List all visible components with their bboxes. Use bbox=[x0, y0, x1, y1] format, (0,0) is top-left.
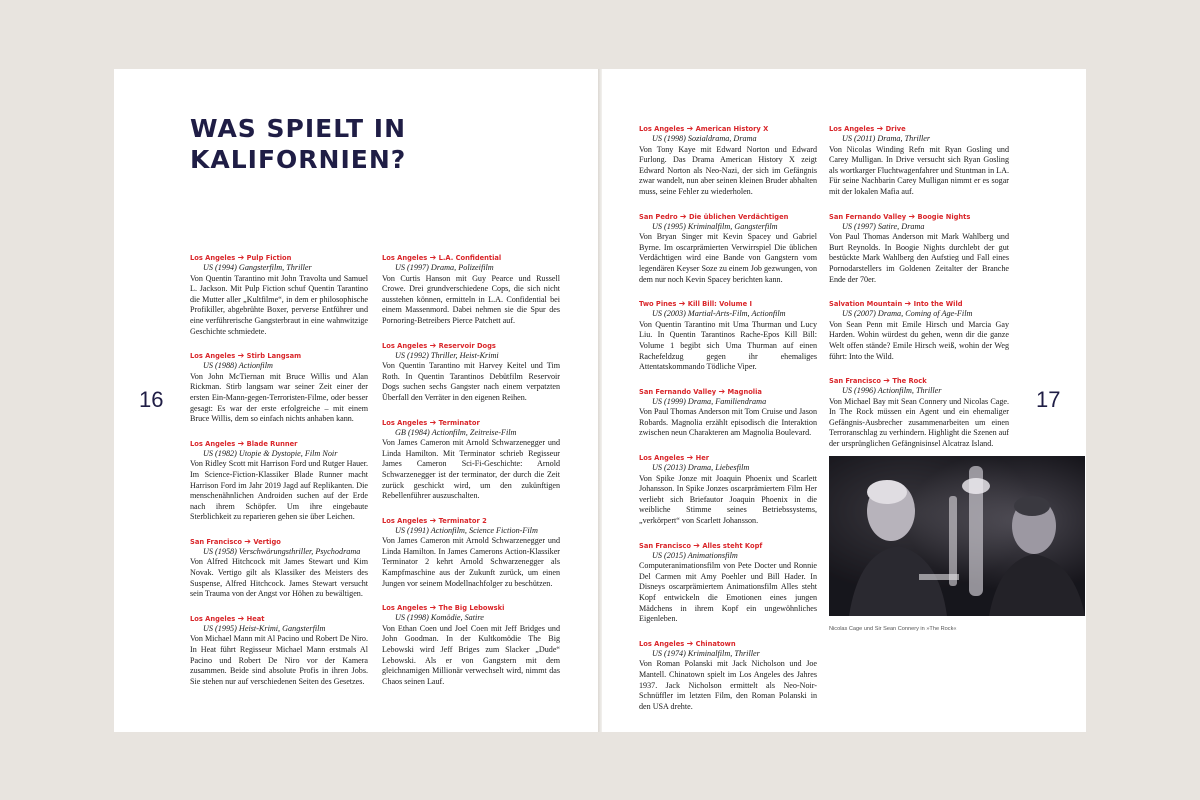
location-label: Los Angeles bbox=[639, 454, 685, 463]
location-label: San Francisco bbox=[829, 377, 881, 386]
location-label: Los Angeles bbox=[190, 439, 236, 448]
film-title: Boogie Nights bbox=[917, 212, 971, 221]
film-meta: US (1997) Drama, Polizeifilm bbox=[395, 263, 494, 272]
film-title: Heat bbox=[246, 614, 265, 623]
film-description: Von Tony Kaye mit Edward Norton und Edward Furlong. Das Drama American History X zeigt Edward Norton als Neo-Nazi, der sich im Gefängnis zwar wandelt, nun aber seinen kleinen Bruder abhalten muss, seine Fehler zu wiederholen. bbox=[639, 144, 817, 196]
film-meta: US (1997) Satire, Drama bbox=[842, 221, 925, 231]
film-description: Von Spike Jonze mit Joaquin Phoenix und Scarlett Johansson. In Spike Jonzes oscarprämiertem Film Her verliebt sich Briefautor Joaquin Phoenix in die weibliche Stimme seines Betriebssystems, „verkörpert“ von Scarlett Johansson. bbox=[639, 473, 817, 526]
film-title: Her bbox=[695, 454, 710, 463]
film-title: Kill Bill: Volume I bbox=[687, 300, 752, 309]
film-title: The Rock bbox=[892, 377, 927, 386]
film-entry bbox=[639, 453, 817, 527]
film-heading bbox=[639, 299, 817, 309]
film-heading bbox=[190, 253, 368, 263]
film-heading bbox=[639, 124, 817, 134]
arrow-icon: ➔ bbox=[908, 211, 916, 221]
film-title: Alles steht Kopf bbox=[702, 541, 763, 550]
location-label: Los Angeles bbox=[382, 418, 428, 427]
film-heading bbox=[829, 299, 1009, 309]
arrow-icon: ➔ bbox=[237, 253, 245, 262]
film-entry bbox=[190, 537, 368, 600]
film-column-2 bbox=[382, 253, 560, 701]
film-title: Stirb Langsam bbox=[246, 352, 302, 361]
film-entry bbox=[190, 614, 368, 688]
film-meta: US (1996) Actionfilm, Thriller bbox=[842, 386, 942, 396]
film-entry bbox=[829, 299, 1009, 362]
film-entry bbox=[829, 212, 1009, 286]
film-title: Into the Wild bbox=[913, 300, 963, 309]
film-heading bbox=[382, 253, 560, 263]
film-description: Von Bryan Singer mit Kevin Spacey und Gabriel Byrne. Im oscarprämierten Verwirrspiel Die üblichen Verdächtigen wird eine Bande von Gangstern vom legendären Keyser Soze zu einem Job gezwungen, von dem nur noch Kevin Spacey berichten kann. bbox=[639, 232, 817, 284]
film-meta: US (1995) Kriminalfilm, Gangsterfilm bbox=[652, 221, 778, 231]
film-entry bbox=[639, 541, 817, 625]
arrow-icon: ➔ bbox=[244, 536, 251, 546]
film-title: Pulp Fiction bbox=[246, 254, 292, 262]
film-entry bbox=[639, 124, 817, 198]
page-number-right: 17 bbox=[1036, 387, 1061, 412]
film-entry bbox=[639, 387, 817, 439]
film-title: Blade Runner bbox=[246, 439, 298, 448]
film-meta: US (1988) Actionfilm bbox=[203, 361, 273, 371]
arrow-icon: ➔ bbox=[686, 124, 694, 133]
arrow-icon: ➔ bbox=[686, 453, 694, 463]
arrow-icon: ➔ bbox=[883, 376, 890, 386]
film-entry bbox=[382, 603, 560, 687]
arrow-icon: ➔ bbox=[718, 386, 726, 396]
location-label: Los Angeles bbox=[829, 125, 875, 133]
film-title: American History X bbox=[695, 125, 769, 133]
film-entry bbox=[190, 351, 368, 425]
arrow-icon: ➔ bbox=[429, 515, 437, 525]
film-heading bbox=[382, 418, 560, 428]
page-number-left: 16 bbox=[139, 387, 164, 412]
film-entry bbox=[382, 341, 560, 404]
arrow-icon: ➔ bbox=[693, 540, 700, 550]
film-entry bbox=[382, 253, 560, 327]
film-description: Von James Cameron mit Arnold Schwarzenegger und Linda Hamilton. In James Camerons Action-Klassiker Terminator 2 kehrt Arnold Schwarzenegger als Kampfmaschine aus der Zukunft zurück, um einen Jungen vor seinem Modellnachfolger zu beschützen. bbox=[382, 536, 560, 588]
film-description: Von Roman Polanski mit Jack Nicholson und Joe Mantell. Chinatown spielt im Los Angeles des Jahres 1937. Jack Nicholson ermittelt als Neo-Noir-Schnüffler im letzten Film, den Roman Polanski in den USA drehte. bbox=[639, 659, 817, 711]
location-label: San Pedro bbox=[639, 212, 678, 221]
film-heading bbox=[190, 351, 368, 361]
film-heading bbox=[639, 387, 817, 397]
film-column-1 bbox=[190, 253, 368, 701]
location-label: San Francisco bbox=[190, 537, 242, 546]
film-meta: US (1992) Thriller, Heist-Krimi bbox=[395, 350, 499, 360]
film-title: Reservoir Dogs bbox=[438, 341, 496, 350]
location-label: Los Angeles bbox=[382, 254, 428, 262]
film-title: Vertigo bbox=[253, 537, 281, 546]
location-label: San Fernando Valley bbox=[829, 212, 907, 221]
film-heading bbox=[190, 439, 368, 449]
film-heading bbox=[639, 541, 817, 551]
film-description: Von Michael Mann mit Al Pacino und Robert De Niro. In Heat führt Regisseur Michael Mann erstmals Al Pacino und Robert De Niro vor der Kamera zusammen. Beide sind absolute Profis in ihren Jobs. Sie stehen nur auf verschiedenen Seiten des Gesetzes. bbox=[190, 634, 368, 686]
location-label: Salvation Mountain bbox=[829, 300, 903, 309]
film-meta: GB (1984) Actionfilm, Zeitreise-Film bbox=[395, 427, 517, 437]
film-title: Drive bbox=[885, 125, 906, 133]
film-meta: US (1999) Drama, Familiendrama bbox=[652, 396, 767, 406]
film-column-4 bbox=[829, 124, 1009, 464]
film-description: Von Quentin Tarantino mit Harvey Keitel und Tim Roth. In Quentin Tarantinos Debütfilm Reservoir Dogs suchen sechs Gangster nach einem verpatzten Überfall den Verräter in den eigenen Reihen. bbox=[382, 361, 560, 402]
film-meta: US (1995) Heist-Krimi, Gangsterfilm bbox=[203, 623, 326, 633]
book-gutter bbox=[598, 69, 602, 732]
film-heading bbox=[190, 537, 368, 547]
film-heading bbox=[639, 453, 817, 463]
arrow-icon: ➔ bbox=[429, 340, 437, 350]
film-title: Terminator bbox=[438, 418, 480, 427]
film-description: Von Paul Thomas Anderson mit Mark Wahlberg und Burt Reynolds. In Boogie Nights durchlebt der gut bestückte Mark Wahlberg den Aufstieg und Fall eines Pornodarstellers im Goldenen Zeitalter der Branche Ende der 70er. bbox=[829, 232, 1009, 284]
arrow-icon: ➔ bbox=[679, 211, 687, 221]
film-meta: US (1994) Gangsterfilm, Thriller bbox=[203, 263, 312, 272]
arrow-icon: ➔ bbox=[237, 351, 245, 361]
film-title: Terminator 2 bbox=[438, 516, 487, 525]
location-label: Two Pines bbox=[639, 300, 677, 309]
film-entry bbox=[829, 376, 1009, 450]
arrow-icon: ➔ bbox=[876, 124, 884, 133]
film-description: Von Sean Penn mit Emile Hirsch und Marcia Gay Harden. Wohin würdest du gehen, wenn dir die ganze Welt offen stände? Emile Hirsch weiß, wohin der Weg führt: Into the Wild. bbox=[829, 319, 1009, 361]
arrow-icon: ➔ bbox=[686, 638, 694, 648]
arrow-icon: ➔ bbox=[237, 613, 245, 623]
film-description: Von Quentin Tarantino mit John Travolta und Samuel L. Jackson. Mit Pulp Fiction schuf Quentin Tarantino die Mutter aller „Kultfilme“, in dem er philosophische Profikiller, abgebrühte Boxer, perverse Entführer und eine verführerische Gangsterbraut in eine wahnwitzige Geschichte schmiedete. bbox=[190, 273, 368, 336]
film-meta: US (2003) Martial-Arts-Film, Actionfilm bbox=[652, 309, 786, 319]
film-entry bbox=[382, 516, 560, 590]
film-entry bbox=[829, 124, 1009, 198]
location-label: Los Angeles bbox=[190, 254, 236, 262]
location-label: San Fernando Valley bbox=[639, 387, 717, 396]
film-meta: US (2013) Drama, Liebesfilm bbox=[652, 463, 750, 473]
film-heading bbox=[639, 639, 817, 649]
film-still-photo bbox=[829, 456, 1085, 616]
film-title: Die üblichen Verdächtigen bbox=[688, 212, 789, 221]
film-entry bbox=[190, 439, 368, 523]
film-title: Chinatown bbox=[695, 639, 736, 648]
film-description: Von Ethan Coen und Joel Coen mit Jeff Bridges und John Goodman. In der Kultkomödie The Big Lebowski wird Jeff Briges zum Slacker „Dude“ Lebowski. Als er von Gangstern mit dem gleichnamigen Millionär verwechselt wird, nimmt das Chaos seinen Lauf. bbox=[382, 623, 560, 686]
film-entry bbox=[639, 299, 817, 373]
location-label: Los Angeles bbox=[382, 604, 428, 613]
photo-caption: Nicolas Cage und Sir Sean Connery in »The Rock« bbox=[829, 626, 957, 632]
film-meta: US (1991) Actionfilm, Science Fiction-Film bbox=[395, 525, 538, 535]
arrow-icon: ➔ bbox=[429, 417, 437, 427]
location-label: San Francisco bbox=[639, 541, 691, 550]
film-heading bbox=[382, 603, 560, 613]
film-heading bbox=[639, 212, 817, 222]
location-label: Los Angeles bbox=[190, 614, 236, 623]
film-title: The Big Lebowski bbox=[438, 604, 505, 613]
film-column-3 bbox=[639, 124, 817, 726]
film-meta: US (1998) Komödie, Satire bbox=[395, 613, 484, 623]
page-title: WAS SPIELT IN KALIFORNIEN? bbox=[190, 114, 407, 174]
film-description: Von Paul Thomas Anderson mit Tom Cruise und Jason Robards. Magnolia erzählt episodisch die Interaktion zwischen neun Charakteren am Magnolia Boulevard. bbox=[639, 407, 817, 438]
location-label: Los Angeles bbox=[639, 125, 685, 133]
film-meta: US (1974) Kriminalfilm, Thriller bbox=[652, 648, 760, 658]
arrow-icon: ➔ bbox=[904, 299, 912, 309]
film-meta: US (1982) Utopie & Dystopie, Film Noir bbox=[203, 448, 338, 458]
film-description: Von John McTiernan mit Bruce Willis und Alan Rickman. Stirb langsam war seiner Zeit einer der ersten Ein-Mann-gegen-Terroristen-Filme, oder besser gesagt: Es war der erste erfolgreiche – mit einem Bruce Willis, dem so einfach nichts anhaben kann. bbox=[190, 371, 368, 424]
arrow-icon: ➔ bbox=[429, 253, 437, 262]
film-heading bbox=[829, 376, 1009, 386]
film-heading bbox=[382, 341, 560, 351]
film-description: Von Alfred Hitchcock mit James Stewart und Kim Novak. Vertigo gilt als Klassiker des Meisters des Suspense, Alfred Hitchcock. James Stewart versucht sein Trauma von der Angst vor Höhen zu bewältigen. bbox=[190, 557, 368, 599]
film-meta: US (1958) Verschwörungsthriller, Psychodrama bbox=[203, 546, 361, 556]
film-entry bbox=[382, 418, 560, 502]
film-description: Von Nicolas Winding Refn mit Ryan Gosling und Carey Mulligan. In Drive versucht sich Ryan Gosling als wortkarger Fluchtwagenfahrer und Stuntman in LA. Für seine Nachbarin Carey Mulligan nimmt er es sogar mit der lokalen Mafia auf. bbox=[829, 144, 1009, 196]
film-description: Von Michael Bay mit Sean Connery und Nicolas Cage. In The Rock müssen ein Agent und ein ehemaliger Gefängnis-Ausbrecher zusammenarbeiten um einen Terroranschlag zu verhindern. Highlight die Szenen auf der ursprünglichen Gefängnisinsel Alcatraz Island. bbox=[829, 396, 1009, 449]
film-entry bbox=[639, 639, 817, 713]
film-heading bbox=[382, 516, 560, 526]
location-label: Los Angeles bbox=[382, 341, 428, 350]
film-description: Computeranimationsfilm von Pete Docter und Ronnie Del Carmen mit Amy Poehler und Bill Hader. In Disneys oscarprämiertem Animationsfilm Alles steht Kopf entwickeln die Emotionen eines jungen Mädchens in ihrem Kopf ein ungewöhnliches Eigenleben. bbox=[639, 561, 817, 624]
film-meta: US (1998) Sozialdrama, Drama bbox=[652, 134, 757, 143]
film-entry bbox=[639, 212, 817, 286]
film-description: Von Curtis Hanson mit Guy Pearce und Russell Crowe. Drei grundverschiedene Cops, die sich nicht ausstehen können, ermitteln in L.A. Confidential bei einem Massenmord. Dabei nehmen sie die Spur des Pornoring-Betreibers Pierce Patchett auf. bbox=[382, 273, 560, 325]
film-description: Von Quentin Tarantino mit Uma Thurman und Lucy Liu. In Quentin Tarantinos Rache-Epos Kill Bill: Volume 1 begibt sich Uma Thurman auf einen Rachefeldzug gegen ihr ehemaliges Attentatskommando Tödliche Viper. bbox=[639, 319, 817, 372]
film-entry bbox=[190, 253, 368, 337]
film-title: Magnolia bbox=[727, 387, 762, 396]
film-description: Von James Cameron mit Arnold Schwarzenegger und Linda Hamilton. Mit Terminator schrieb Regisseur James Cameron Sci-Fi-Geschichte: Arnold Schwarzenegger ist der terminator, der durch die Zeit zurück geschickt wird, um den zukünftigen Rebellenführer auszuschalten. bbox=[382, 438, 560, 501]
the-rock-still-image bbox=[829, 456, 1085, 616]
film-heading bbox=[190, 614, 368, 624]
film-meta: US (2007) Drama, Coming of Age-Film bbox=[842, 309, 973, 319]
location-label: Los Angeles bbox=[382, 516, 428, 525]
film-heading bbox=[829, 212, 1009, 222]
arrow-icon: ➔ bbox=[429, 603, 437, 613]
film-heading bbox=[829, 124, 1009, 134]
film-meta: US (2011) Drama, Thriller bbox=[842, 134, 931, 143]
film-meta: US (2015) Animationsfilm bbox=[652, 550, 738, 560]
film-description: Von Ridley Scott mit Harrison Ford und Rutger Hauer. Im Science-Fiction-Klassiker Blade Runner macht Harrison Ford im Jahr 2019 Jagd auf Replikanten. Die menschenähnlichen Androiden suchen auf der Erde nach ihrem Schöpfer. Um ihre eingebaute Sterblichkeit zu reparieren gehen sie über Leichen. bbox=[190, 459, 368, 522]
arrow-icon: ➔ bbox=[678, 299, 686, 309]
arrow-icon: ➔ bbox=[237, 438, 245, 448]
film-title: L.A. Confidential bbox=[438, 254, 502, 262]
location-label: Los Angeles bbox=[639, 639, 685, 648]
location-label: Los Angeles bbox=[190, 352, 236, 361]
